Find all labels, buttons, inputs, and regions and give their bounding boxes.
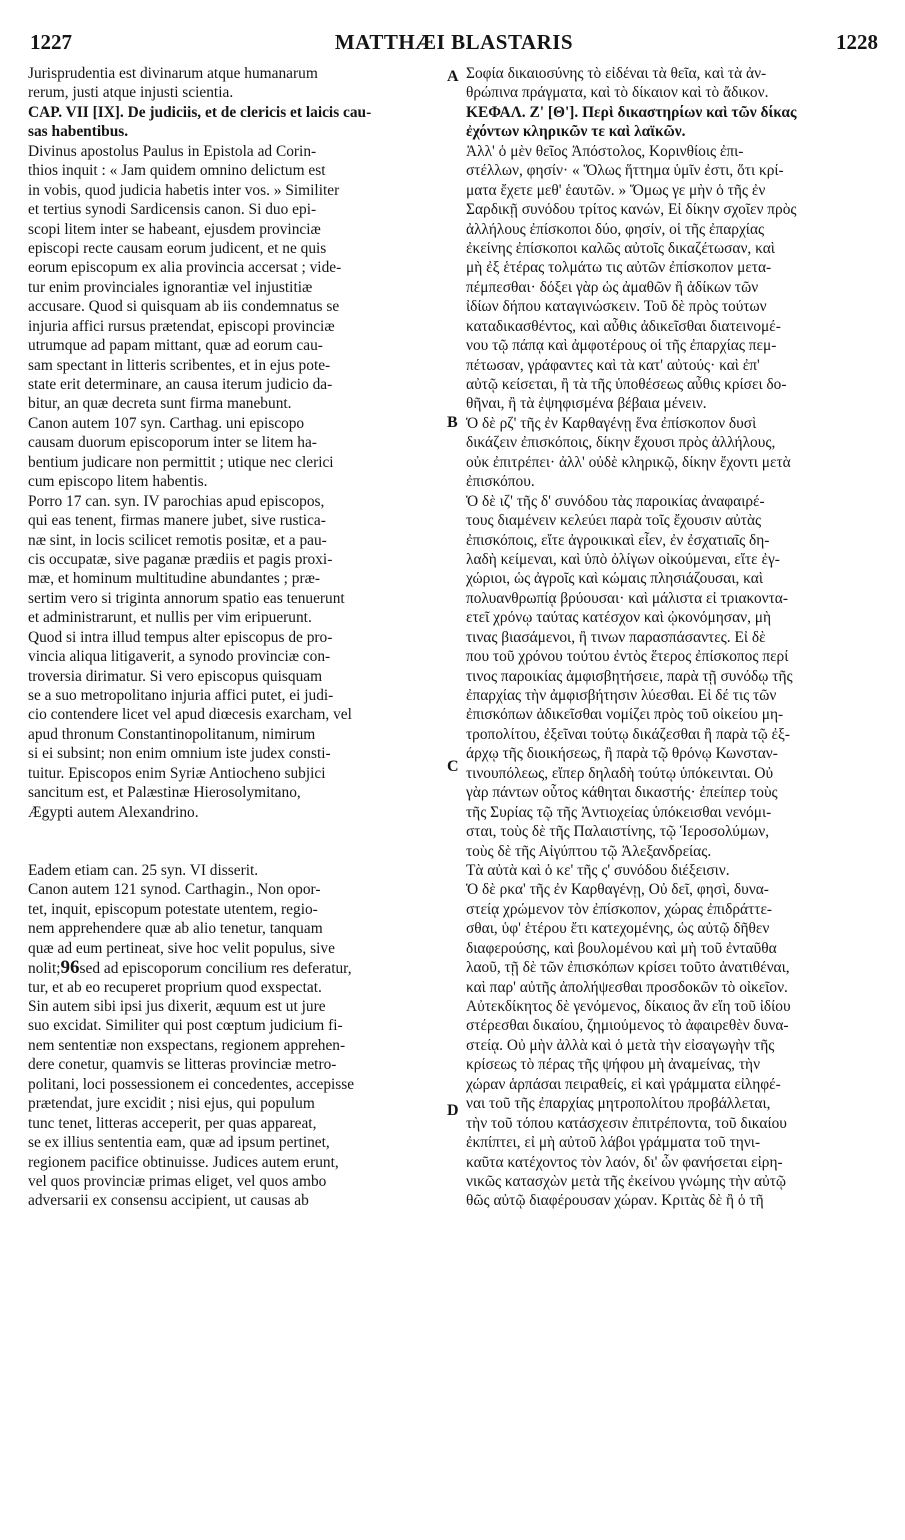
latin-line: suo excidat. Similiter qui post cœptum judicium fi- bbox=[28, 1017, 343, 1035]
latin-line: injuria affici rursus prætendat, episcopi provinciæ bbox=[28, 317, 335, 335]
latin-line: tet, inquit, episcopum potestate utentem, regio- bbox=[28, 900, 318, 918]
greek-line: ἐπισκόπου. bbox=[466, 473, 535, 491]
latin-line: adversarii ex consensu accipient, ut causas ab bbox=[28, 1192, 309, 1210]
latin-line: apud thronum Constantinopolitanum, nimirum bbox=[28, 725, 316, 743]
greek-line: σται, τοὺς δὲ τῆς Παλαιστίνης, τῷ Ἱεροσολύμων, bbox=[466, 823, 770, 841]
greek-line: ΚΕΦΑΛ. Ζ' [Θ']. Περὶ δικαστηρίων καὶ τῶν δίκας bbox=[466, 103, 797, 121]
greek-line: Ὁ δὲ ιζ' τῆς δ' συνόδου τὰς παροικίας ἀναφαιρέ- bbox=[466, 492, 765, 510]
greek-line: πέτωσαν, γράφαντες καὶ τὰ κατ' αὐτούς· καὶ ἐπ' bbox=[466, 356, 760, 374]
greek-line: τὴν τοῦ τόπου κατάσχεσιν ἐπιτρέποντα, τοῦ δικαίου bbox=[466, 1114, 787, 1132]
latin-line: Canon autem 121 synod. Carthagin., Non opor- bbox=[28, 881, 321, 899]
greek-line: τινος παροικίας ἀμφισβητήσειε, παρὰ τῇ συνόδῳ τῆς bbox=[466, 667, 793, 685]
greek-line: Ἀλλ' ὁ μὲν θεῖος Ἀπόστολος, Κορινθίοις ἐπι- bbox=[466, 142, 744, 160]
greek-line: ἰδίων δήπου καταγινώσκειν. Τοῦ δὲ πρὸς τούτων bbox=[466, 298, 767, 316]
latin-line: sas habentibus. bbox=[28, 123, 129, 141]
latin-line: vincia aliqua litigaverit, a synodo provinciæ con- bbox=[28, 648, 331, 666]
page-header bbox=[30, 30, 878, 60]
greek-line: που τοῦ χρόνου τούτου ἐντὸς ἕτερος ἐπίσκοπος περί bbox=[466, 648, 789, 666]
greek-line: στείᾳ. Οὐ μὴν ἀλλὰ καὶ ὁ μετὰ τὴν εἰσαγωγὴν τῆς bbox=[466, 1036, 775, 1054]
running-title: MATTHÆI BLASTARIS bbox=[334, 30, 574, 54]
greek-line: καταδικασθέντος, καὶ αὖθις ἀδικεῖσθαι διατεινομέ- bbox=[466, 317, 781, 335]
greek-line: μὴ ἐξ ἑτέρας τολμάτω τις αὐτῶν ἐπίσκοπον μετα- bbox=[466, 259, 772, 277]
latin-line: qui eas tenent, firmas manere jubet, sive rustica- bbox=[28, 512, 326, 530]
greek-line: ἀλλήλους ἐπίσκοποι δύο, φησίν, οἱ τῆς ἐπαρχίας bbox=[466, 220, 765, 238]
greek-line: καῦτα κατέχοντος τὸν λαόν, δι' ὧν φανήσεται εἰρη- bbox=[466, 1153, 783, 1171]
greek-line: λαοῦ, τῇ δὲ τῶν ἐπισκόπων κρίσει τοῦτο ἀνατιθέναι, bbox=[466, 959, 790, 977]
greek-line: στέρεσθαι δικαίου, ζημιούμενος τὸ ἀφαιρεθὲν δυνα- bbox=[466, 1017, 789, 1035]
greek-line: θρώπινα πράγματα, καὶ τὸ δίκαιον καὶ τὸ ἄδικον. bbox=[466, 84, 769, 102]
greek-line: διαφερούσης, καὶ βουλομένου καὶ μὴ τοῦ ἐνταῦθα bbox=[466, 939, 777, 957]
greek-line: ἐκείνης ἐπίσκοποι καλῶς αὐτοῖς δικαζέτωσαν, καὶ bbox=[466, 239, 775, 257]
latin-line: mæ, et hominum multitudine abundantes ; præ- bbox=[28, 570, 320, 588]
latin-line-part: nolit; bbox=[28, 960, 61, 978]
latin-line: bitur, an quæ decreta sunt firma manebunt. bbox=[28, 395, 292, 413]
greek-line: θῆναι, ἢ τὰ ἐψηφισμένα βέβαια μένειν. bbox=[466, 395, 707, 413]
latin-line bbox=[28, 822, 442, 841]
greek-line: ἐκπίπτει, εἰ μὴ αὐτοῦ λάβοι γράμματα τοῦ τηνι- bbox=[466, 1134, 761, 1152]
greek-line: στείᾳ χρώμενον τὸν ἐπίσκοπον, χώρας ἐπιδράττε- bbox=[466, 900, 773, 918]
page-number-left: 1227 bbox=[30, 30, 72, 54]
latin-line: in vobis, quod judicia habetis inter vos. » Similiter bbox=[28, 181, 340, 199]
greek-line: χώραν ἁρπάσαι πειραθείς, εἰ καὶ γράμματα εἰληφέ- bbox=[466, 1075, 781, 1093]
latin-line: Ægypti autem Alexandrino. bbox=[28, 803, 199, 821]
latin-line: Divinus apostolus Paulus in Epistola ad Corin- bbox=[28, 142, 317, 160]
latin-line: nem apprehendere quæ ab alio tenetur, tanquam bbox=[28, 920, 323, 938]
latin-line bbox=[28, 958, 442, 977]
latin-line: causam duorum episcoporum inter se litem ha- bbox=[28, 434, 317, 452]
margin-letter-d: D bbox=[447, 1102, 459, 1119]
greek-line: άρχῳ τῆς διοικήσεως, ἢ παρὰ τῷ θρόνῳ Κωνσταν- bbox=[466, 745, 778, 763]
latin-line: Eadem etiam can. 25 syn. VI disserit. bbox=[28, 861, 259, 879]
latin-line: quæ ad eum pertineat, sive hoc velit populus, sive bbox=[28, 939, 335, 957]
latin-line: dere conetur, quamvis se litteras provinciæ metro- bbox=[28, 1056, 337, 1074]
page-marker: 96 bbox=[60, 958, 80, 978]
latin-line-part: sed ad episcoporum concilium res deferatur, bbox=[79, 960, 352, 978]
greek-line: τοὺς δὲ τῆς Αἰγύπτου τῷ Ἀλεξανδρείας. bbox=[466, 842, 712, 860]
latin-line: se a suo metropolitano injuria affici putet, ei judi- bbox=[28, 687, 334, 704]
greek-line: γὰρ πάντων οὗτος κάθηται δικαστής· ἐπείπερ τοὺς bbox=[466, 784, 778, 802]
latin-line: vel quos provinciæ primas eliget, vel quos ambo bbox=[28, 1172, 327, 1190]
latin-line: nem sententiæ non exspectans, regionem apprehen- bbox=[28, 1036, 346, 1054]
latin-line: thios inquit : « Jam quidem omnino delictum est bbox=[28, 162, 326, 180]
greek-line: θῶς αὐτῷ διαφέρουσαν χώραν. Κριτὰς δὲ ἢ ὁ τῆ bbox=[466, 1192, 764, 1210]
greek-line: ἐπαρχίας τὴν ἀμφισβήτησιν λύεσθαι. Εἰ δέ τις τῶν bbox=[466, 687, 777, 704]
latin-line: tuitur. Episcopos enim Syriæ Antiocheno subjici bbox=[28, 764, 326, 782]
greek-line: τινας βιασάμενοι, ἢ τινων παρασπάσαντες. Εἰ δὲ bbox=[466, 628, 766, 646]
latin-line: accusare. Quod si quisquam ab iis condemnatus se bbox=[28, 298, 340, 316]
latin-line: Porro 17 can. syn. IV parochias apud episcopos, bbox=[28, 492, 325, 510]
greek-line: ετεῖ χρόνῳ ταύτας κατέσχον καὶ ᾠκονόμησαν, μὴ bbox=[466, 609, 772, 627]
greek-line: ματα ἔχετε μεθ' ἑαυτῶν. » Ὅμως γε μὴν ὁ τῆς ἐν bbox=[466, 181, 766, 199]
greek-line: στέλλων, φησίν· « Ὅλως ἥττημα ὑμῖν ἐστι, ὅτι κρί- bbox=[466, 162, 784, 180]
latin-line: tur enim provinciales ignorantiæ vel injustitiæ bbox=[28, 278, 313, 296]
greek-line: Σαρδικῇ συνόδου τρίτος κανών, Εἰ δίκην σχοῖεν πρὸς bbox=[466, 201, 797, 219]
greek-line: τινουπόλεως, εἴπερ δηλαδὴ τούτῳ ὑπόκεινται. Οὐ bbox=[466, 764, 774, 782]
greek-line: πέμπεσθαι· δόξει γὰρ ὡς ἀμαθῶν ἢ ἀδίκων τῶν bbox=[466, 278, 759, 296]
greek-line: Ὁ δὲ ρζ' τῆς ἐν Καρθαγένῃ ἕνα ἐπίσκοπον δυσὶ bbox=[466, 414, 757, 432]
latin-line: sertim vero si triginta annorum spatio eas tenuerunt bbox=[28, 589, 345, 607]
greek-column bbox=[466, 64, 878, 1211]
greek-line: αὐτῷ κείσεται, ἢ τὰ τῆς ὑποθέσεως αὖθις κρίσει δο- bbox=[466, 376, 787, 393]
latin-line: næ sint, in locis scilicet remotis positæ, et a pau- bbox=[28, 531, 327, 549]
latin-line bbox=[28, 842, 442, 861]
greek-line: Σοφία δικαιοσύνης τὸ εἰδέναι τὰ θεῖα, καὶ τὰ ἀν- bbox=[466, 65, 767, 82]
latin-line: Quod si intra illud tempus alter episcopus de pro- bbox=[28, 628, 333, 646]
latin-line: sam spectant in litteris scribentes, et in ejus pote- bbox=[28, 356, 331, 374]
latin-line: CAP. VII [IX]. De judiciis, et de clericis et laicis cau- bbox=[28, 103, 372, 121]
margin-letter-b: B bbox=[447, 414, 458, 431]
latin-line: si ei subsint; non enim omnium iste judex consti- bbox=[28, 745, 331, 763]
latin-line: sancitum est, et Palæstinæ Hierosolymitano, bbox=[28, 784, 301, 802]
greek-line: νικῶς κατασχὼν μετὰ τῆς ἐκείνου γνώμης τὴν αὐτῷ bbox=[466, 1172, 787, 1190]
latin-line: Sin autem sibi ipsi jus dixerit, æquum est ut jure bbox=[28, 998, 326, 1015]
greek-line: λαδὴ κείμεναι, καὶ ὑπὸ ὀλίγων οἰκούμεναι, εἴτε ἐγ- bbox=[466, 550, 780, 568]
latin-line: et administrarunt, et nullis per vim eripuerunt. bbox=[28, 609, 312, 627]
latin-line: scopi litem inter se habeant, ejusdem provinciæ bbox=[28, 220, 321, 238]
latin-line: troversia dirimatur. Si vero episcopus quisquam bbox=[28, 667, 323, 685]
latin-line: cio contendere licet vel apud diœcesis exarcham, vel bbox=[28, 706, 352, 724]
latin-line: episcopi recte causam eorum judicent, et ne quis bbox=[28, 239, 327, 257]
latin-line: bentium judicare non permittit ; utique nec clerici bbox=[28, 453, 334, 471]
margin-letter-a: A bbox=[447, 68, 459, 85]
greek-line: χώριοι, ὡς ἀγροῖς καὶ κώμαις πλησιάζουσαι, καὶ bbox=[466, 570, 763, 588]
latin-line: Canon autem 107 syn. Carthag. uni episcopo bbox=[28, 414, 305, 432]
latin-line: prætendat, jure excidit ; nisi ejus, qui populum bbox=[28, 1095, 315, 1113]
latin-line: tur, et ab eo recuperet proprium quod exspectat. bbox=[28, 978, 322, 996]
margin-letter-c: C bbox=[447, 758, 459, 775]
greek-line: κρίσεως τὸ πέρας τῆς ψήφου μὴ ἀναμείνας, τὴν bbox=[466, 1056, 761, 1074]
greek-line: νου τῷ πάπᾳ καὶ ἀμφοτέρους οἱ τῆς ἐπαρχίας πεμ- bbox=[466, 337, 777, 355]
latin-line: tunc tenet, litteras acceperit, per quas appareat, bbox=[28, 1114, 317, 1132]
latin-line: cis occupatæ, sive paganæ prædiis et pagis proxi- bbox=[28, 550, 333, 568]
greek-line: ἐπισκόποις, εἴτε ἀγροικικαὶ εἶεν, ἐν ἐσχατιαῖς δη- bbox=[466, 531, 770, 549]
greek-line: ἐχόντων κληρικῶν τε καὶ λαϊκῶν. bbox=[466, 123, 686, 141]
greek-line: τροπολίτου, ἐξεῖναι τούτῳ δικάζεσθαι ἢ παρὰ τῷ ἐξ- bbox=[466, 725, 790, 743]
page-number-right: 1228 bbox=[836, 30, 878, 54]
greek-line: τους διαμένειν κελεύει παρὰ τοῖς ἔχουσιν αὐτὰς bbox=[466, 512, 762, 530]
latin-line: eorum episcopum ex alia provincia accersat ; vide- bbox=[28, 259, 342, 277]
greek-line: Ὁ δὲ ρκα' τῆς ἐν Καρθαγένῃ, Οὐ δεῖ, φησὶ, δυνα- bbox=[466, 881, 769, 899]
latin-line: utrumque ad papam mittant, quæ ad eorum cau- bbox=[28, 337, 323, 355]
latin-line: Jurisprudentia est divinarum atque humanarum bbox=[28, 65, 318, 82]
greek-line: δικάζειν ἐπισκόποις, δίκην ἔχουσι πρὸς ἀλλήλους, bbox=[466, 434, 776, 452]
greek-line: οὐκ ἐπιτρέπει· ἀλλ' οὐδὲ κληρικῷ, δίκην ἔχοντι μετὰ bbox=[466, 453, 791, 471]
latin-line: se ex illius sententia eam, quæ ad ipsum pertinet, bbox=[28, 1134, 330, 1152]
latin-line: et tertius synodi Sardicensis canon. Si duo epi- bbox=[28, 201, 317, 219]
greek-line: Αὐτεκδίκητος δὲ γενόμενος, δίκαιος ἂν εἴη τοῦ ἰδίου bbox=[466, 998, 791, 1015]
greek-line: καὶ παρ' αὐτῆς ἀπολήψεσθαι προσδοκῶν τὸ οἰκεῖον. bbox=[466, 978, 788, 996]
latin-line: state erit determinare, an causa iterum judicio da- bbox=[28, 376, 333, 393]
latin-column bbox=[28, 64, 442, 1211]
greek-line: ἐπισκόπων ἀδικεῖσθαι νομίζει πρὸς τοῦ οἰκείου μη- bbox=[466, 706, 784, 724]
greek-line: σθαι, ὑφ' ἑτέρου ἔτι κατεχομένης, ὡς αὐτῷ δῆθεν bbox=[466, 920, 770, 938]
greek-line: Τὰ αὐτὰ καὶ ὁ κε' τῆς ς' συνόδου διέξεισιν. bbox=[466, 861, 730, 879]
latin-line: rerum, justi atque injusti scientia. bbox=[28, 84, 234, 102]
greek-line: πολυανθρωπίᾳ βρύουσαι· καὶ μάλιστα εἰ τριακοντα- bbox=[466, 589, 788, 607]
latin-line: politani, loci possessionem ei concedentes, accepisse bbox=[28, 1075, 355, 1093]
greek-line: ναι τοῦ τῆς ἐπαρχίας μητροπολίτου προβάλλεται, bbox=[466, 1095, 771, 1113]
greek-line: τῆς Συρίας τῷ τῆς Ἀντιοχείας ὑπόκεισθαι νενόμι- bbox=[466, 803, 772, 821]
latin-line: cum episcopo litem habentis. bbox=[28, 473, 208, 491]
latin-line: regionem pacifice obtinuisse. Judices autem erunt, bbox=[28, 1153, 339, 1171]
